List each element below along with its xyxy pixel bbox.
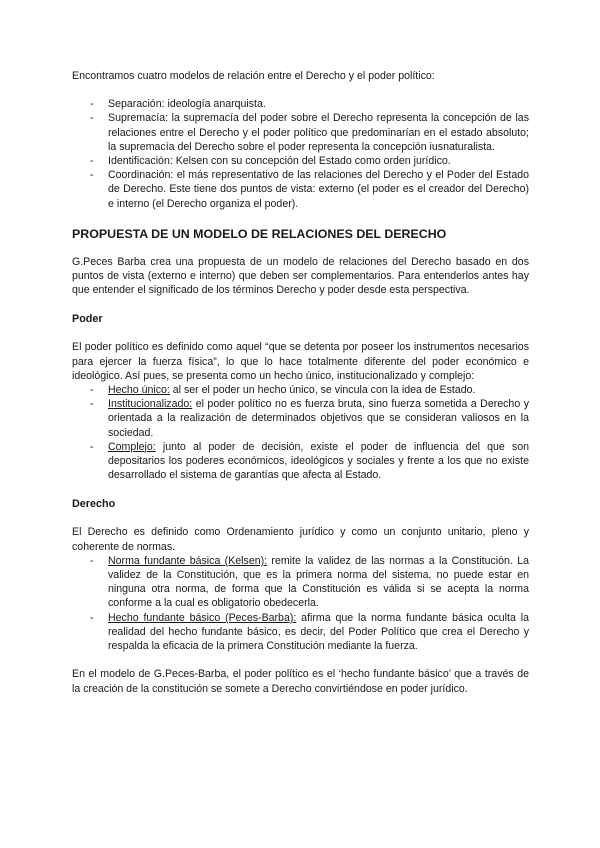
list-item-text: Identificación: Kelsen con su concepción del Estado como orden jurídico. [108, 155, 451, 168]
section-intro-paragraph: G.Peces Barba crea una propuesta de un modelo de relaciones del Derecho basado en dos puntos de vista (externo e interno) que deben ser complementarios. Para entenderlos antes hay que entender el significado de los términos Derecho y poder desde esta perspectiva. [72, 255, 529, 297]
list-item-term: Complejo: [108, 440, 156, 453]
list-dash: - [90, 440, 94, 453]
section-title: PROPUESTA DE UN MODELO DE RELACIONES DEL DERECHO [72, 226, 447, 241]
derecho-list [72, 554, 529, 653]
list-dash: - [90, 554, 94, 567]
list-item [72, 554, 529, 611]
poder-list [72, 383, 529, 482]
list-dash: - [90, 611, 94, 624]
conclusion-paragraph: En el modelo de G.Peces-Barba, el poder político es el ‘hecho fundante básico’ que a través de la creación de la constitución se somete a Derecho convirtiéndose en poder jurídico. [72, 668, 529, 695]
list-item-text: junto al poder de decisión, existe el poder de influencia del que son depositarios los poderes económicos, ideológicos y sociales y frente a los que no existe desarrollado el sistema de garantías que afecta al Estado. [108, 440, 529, 482]
intro-paragraph: Encontramos cuatro modelos de relación entre el Derecho y el poder político: [72, 70, 435, 82]
list-item [72, 154, 529, 168]
list-item [72, 383, 529, 397]
models-list [72, 97, 529, 211]
derecho-heading: Derecho [72, 498, 116, 511]
list-item [72, 397, 529, 440]
document-content [72, 69, 529, 696]
list-item-term: Institucionalizado: [108, 398, 193, 411]
derecho-paragraph: El Derecho es definido como Ordenamiento jurídico y como un conjunto unitario, pleno y coherente de normas. [72, 526, 529, 553]
list-dash: - [90, 398, 94, 411]
list-item-text: al ser el poder un hecho único, se vincula con la idea de Estado. [169, 384, 476, 397]
list-item-text: Separación: ideología anarquista. [108, 98, 266, 111]
list-item-text: el poder político no es fuerza bruta, sino fuerza sometida a Derecho y orientada a la realización de determinados objetivos que se consideran valiosos en la sociedad. [108, 398, 529, 439]
list-item [72, 97, 529, 111]
list-item-term: Hecho fundante básico (Peces-Barba): [108, 611, 297, 624]
list-item-text: Supremacía: la supremacía del poder sobre el Derecho representa la concepción de las relaciones entre el Derecho y el poder político que predominarían en el estado absoluto; la supremacía del Derecho sobre el poder representa la concepción iusnaturalista. [108, 112, 529, 153]
poder-heading: Poder [72, 313, 103, 326]
list-dash: - [90, 98, 94, 111]
list-item [72, 440, 529, 483]
list-item-term: Hecho único: [108, 384, 170, 397]
list-item [72, 611, 529, 654]
list-item-text: Coordinación: el más representativo de las relaciones del Derecho y el Poder del Estado de Derecho. Este tiene dos puntos de vista: externo (el poder es el creador del Derecho) e interno (el Derecho organiza el poder). [108, 169, 529, 210]
list-item [72, 168, 529, 211]
list-item-term: Norma fundante básica (Kelsen): [108, 554, 268, 567]
list-item [72, 111, 529, 154]
list-item-text: afirma que la norma fundante básica oculta la realidad del hecho fundante básico, es decir, del Poder Político que crea el Derecho y respalda la eficacia de la primera Constitución mediante la fuerza. [108, 611, 529, 653]
list-dash: - [90, 384, 94, 397]
list-dash: - [90, 169, 94, 182]
poder-paragraph: El poder político es definido como aquel “que se detenta por poseer los instrumentos necesarios para ejercer la fuerza física”, lo que lo hace totalmente diferente del poder económico e ideológico. Así pues, se presenta como un hecho único, institucionalizado y complejo: [72, 341, 529, 382]
list-dash: - [90, 155, 94, 168]
list-dash: - [90, 112, 94, 125]
list-item-text: remite la validez de las normas a la Constitución. La validez de la Constitución, que es la primera norma del sistema, no puede estar en ninguna otra norma, de forma que la Constitución es válida si se acepta la norma conforme a la cual es obligatorio obedecerla. [108, 554, 529, 610]
